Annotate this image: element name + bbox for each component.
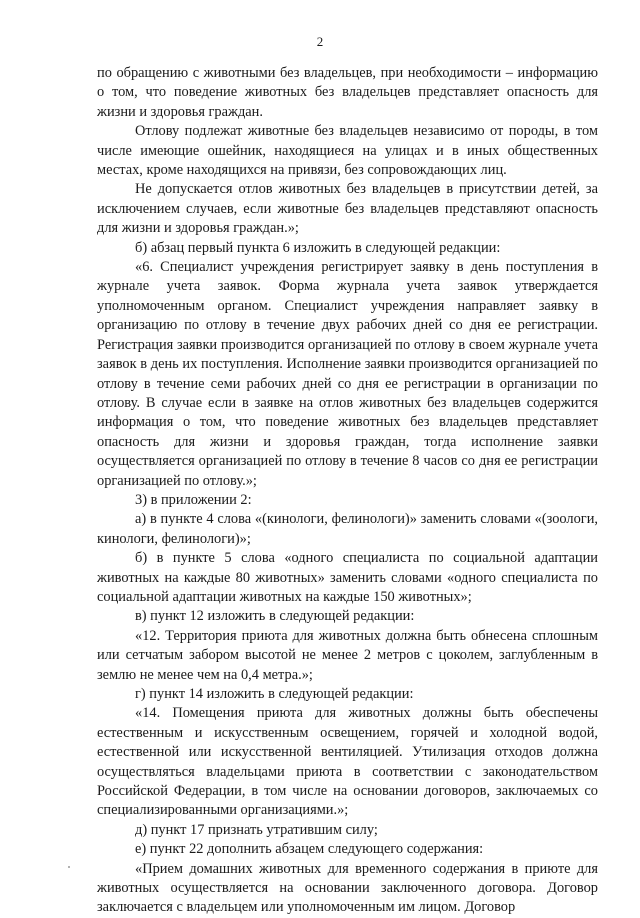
paragraph-point-12-text: «12. Территория приюта для животных должна быть обнесена сплошным или сетчатым забором высотой не менее 2 метров с цоколем, заглубленным в землю не менее чем на 0,4 метра.»;	[97, 627, 598, 683]
paragraph-amendment-b-point-5: б) в пункте 5 слова «одного специалиста по социальной адаптации животных на каждые 80 животных» заменить словами «одного специалиста по социальной адаптации животных на каждые 150 животных»;	[97, 550, 598, 605]
scan-speck	[68, 866, 70, 868]
paragraph-capture-children: Не допускается отлов животных без владельцев в присутствии детей, за исключением случаев, если животные без владельцев представляют опасность для жизни и здоровья граждан.»;	[97, 181, 598, 237]
paragraph-amendment-d-point-17: д) пункт 17 признать утратившим силу;	[135, 821, 378, 838]
paragraph-amendment-g-point-14: г) пункт 14 изложить в следующей редакции:	[135, 686, 414, 702]
paragraph-amendment-a-point-4: а) в пункте 4 слова «(кинологи, фелинологи)» заменить словами «(зоологи, кинологи, фелинологи)»;	[97, 511, 598, 547]
paragraph-point-14-text: «14. Помещения приюта для животных должны быть обеспечены естественным и искусственным освещением, горячей и холодной водой, естественной или искусственной вентиляцией. Утилизация отходов должна осуществляться владельцами приюта в соответствии с законодательством Российской Федерации, в том числе на основании договоров, заключаемых со специализированными организациями.»;	[97, 705, 598, 819]
paragraph-appendix-2: 3) в приложении 2:	[135, 491, 252, 508]
paragraph-amendment-b-point-6: б) абзац первый пункта 6 изложить в следующей редакции:	[135, 239, 501, 256]
paragraph-continuation: по обращению с животными без владельцев, при необходимости – информацию о том, что поведение животных без владельцев представляет опасность для жизни и здоровья граждан.	[97, 65, 598, 120]
paragraph-point-6-text: «6. Специалист учреждения регистрирует заявку в день поступления в журнале учета заявок. Форма журнала учета заявок утверждается уполномоченным органом. Специалист учреждения направляет заявку в организацию по отлову в течение двух рабочих дней со дня ее регистрации. Регистрация заявки производится организацией по отлову в своем журнале учета заявок в день их поступления. Исполнение заявки производится организацией по отлову в течение семи рабочих дней со дня ее регистрации в организации по отлову. В случае если в заявке на отлов животных без владельцев содержится информация о том, что поведение животных без владельцев представляет опасность для жизни и здоровья граждан, тогда исполнение заявки осуществляется организацией по отлову в течение 8 часов со дня ее регистрации организацией по отлову.»;	[97, 259, 598, 489]
paragraph-amendment-v-point-12: в) пункт 12 изложить в следующей редакции:	[135, 608, 415, 625]
document-body	[97, 64, 598, 918]
page-number: 2	[316, 34, 324, 49]
paragraph-point-22-text: «Прием домашних животных для временного содержания в приюте для животных осуществляется на основании заключенного договора. Договор заключается с владельцем или уполномоченным им лицом. Договор	[97, 860, 598, 916]
paragraph-amendment-e-point-22: е) пункт 22 дополнить абзацем следующего содержания:	[135, 841, 484, 858]
paragraph-capture-scope: Отлову подлежат животные без владельцев независимо от породы, в том числе имеющие ошейник, находящиеся на улицах и в иных общественных местах, кроме находящихся на привязи, без сопровождающих лиц.	[97, 123, 598, 179]
